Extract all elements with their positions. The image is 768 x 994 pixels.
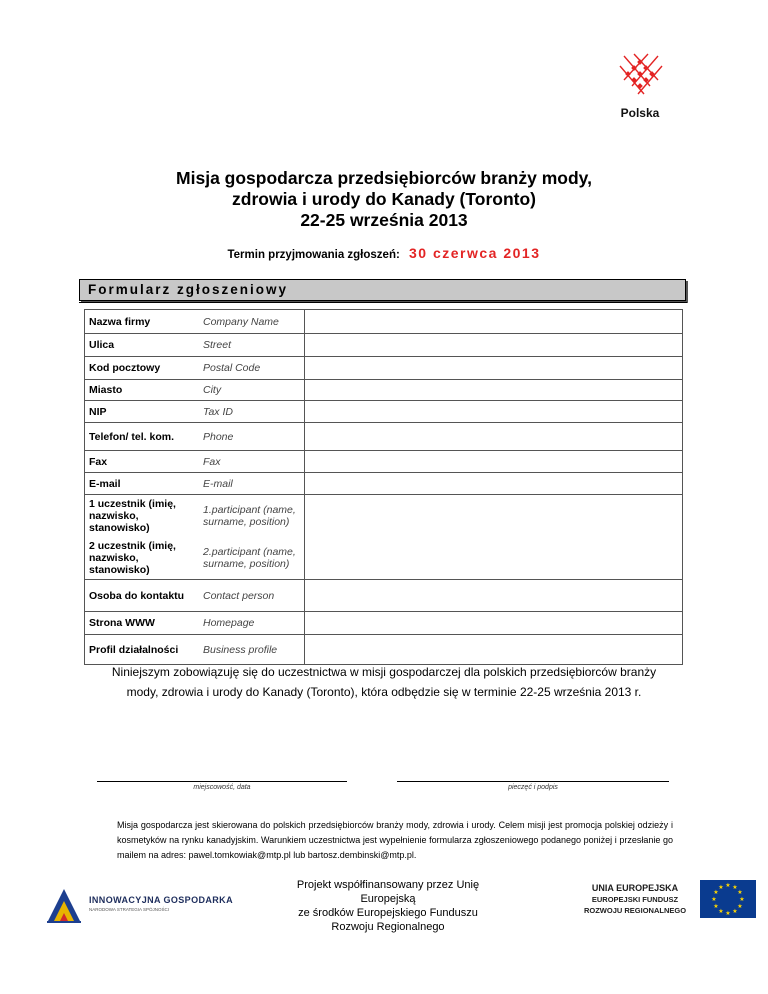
form-hint: Tax ID xyxy=(199,401,305,423)
svg-text:★: ★ xyxy=(732,908,738,915)
project-line-3: Rozwoju Regionalnego xyxy=(331,921,445,933)
phone-field[interactable] xyxy=(305,423,683,451)
ue-line-1: UNIA EUROPEJSKA xyxy=(591,883,679,893)
svg-text:★: ★ xyxy=(725,882,731,889)
ig-name: INNOWACYJNA GOSPODARKA xyxy=(89,895,233,905)
signature-line-place-date xyxy=(97,781,347,782)
form-label: Kod pocztowy xyxy=(85,357,200,380)
form-row-fax xyxy=(85,451,683,473)
place-date-caption: miejscowość, data xyxy=(193,784,251,791)
title-line-1: Misja gospodarcza przedsiębiorców branży mody, xyxy=(176,168,592,188)
deadline xyxy=(60,245,708,261)
polska-logo-text: Polska xyxy=(620,106,660,120)
form-row-street xyxy=(85,334,683,357)
form-label: Osoba do kontaktu xyxy=(85,580,200,612)
application-form-table xyxy=(84,309,683,665)
form-row-company xyxy=(85,310,683,334)
eu-fund-label xyxy=(578,883,692,916)
section-header xyxy=(79,279,686,301)
form-hint: City xyxy=(199,380,305,401)
innowacyjna-gospodarka-logo xyxy=(45,887,233,927)
homepage-field[interactable] xyxy=(305,612,683,635)
ig-subtitle: NARODOWA STRATEGIA SPÓJNOŚCI xyxy=(89,907,170,912)
eu-stars-icon xyxy=(700,880,756,918)
form-label: Ulica xyxy=(85,334,200,357)
stamp-signature-caption: pieczęć i podpis xyxy=(508,784,558,791)
form-row-homepage xyxy=(85,612,683,635)
project-line-2: ze środków Europejskiego Funduszu xyxy=(298,907,478,919)
signature-line-stamp xyxy=(397,781,669,782)
form-row-postal xyxy=(85,357,683,380)
form-row-email xyxy=(85,473,683,495)
form-hint: Street xyxy=(199,334,305,357)
form-row-city xyxy=(85,380,683,401)
contact-person-field[interactable] xyxy=(305,580,683,612)
form-label: E-mail xyxy=(85,473,200,495)
form-label: 2 uczestnik (imię, nazwisko, stanowisko) xyxy=(85,538,200,580)
company-name-field[interactable] xyxy=(305,310,683,334)
ig-emblem-icon xyxy=(45,887,83,925)
polska-logo-icon xyxy=(610,50,670,106)
form-hint: 1.participant (name, surname, position) xyxy=(199,495,305,538)
form-label: Strona WWW xyxy=(85,612,200,635)
svg-text:★: ★ xyxy=(711,896,717,903)
form-hint: Phone xyxy=(199,423,305,451)
svg-text:★: ★ xyxy=(718,884,724,891)
project-line-1: Projekt współfinansowany przez Unię Europejską xyxy=(296,879,480,905)
fax-field[interactable] xyxy=(305,451,683,473)
form-hint: Business profile xyxy=(199,635,305,665)
svg-text:★: ★ xyxy=(713,903,719,910)
form-label: Fax xyxy=(85,451,200,473)
form-row-nip xyxy=(85,401,683,423)
participant-2-field[interactable] xyxy=(305,538,683,580)
form-row-participant-2 xyxy=(85,538,683,580)
deadline-label: Termin przyjmowania zgłoszeń: xyxy=(227,249,400,261)
form-hint: Contact person xyxy=(199,580,305,612)
form-label: NIP xyxy=(85,401,200,423)
form-hint: Postal Code xyxy=(199,357,305,380)
form-hint: Fax xyxy=(199,451,305,473)
email-field[interactable] xyxy=(305,473,683,495)
form-label: 1 uczestnik (imię, nazwisko, stanowisko) xyxy=(85,495,200,538)
form-label: Nazwa firmy xyxy=(85,310,200,334)
polska-logo xyxy=(610,50,670,122)
business-profile-field[interactable] xyxy=(305,635,683,665)
postal-code-field[interactable] xyxy=(305,357,683,380)
street-field[interactable] xyxy=(305,334,683,357)
form-label: Telefon/ tel. kom. xyxy=(85,423,200,451)
form-hint: E-mail xyxy=(199,473,305,495)
svg-text:★: ★ xyxy=(725,910,731,917)
info-paragraph: Misja gospodarcza jest skierowana do polskich przedsiębiorców branży mody, zdrowia i urody. Celem misji jest promocja polskiej odzieży i kosmetyków na rynku kanadyjskim. Warunkiem uczestnictwa jest wypełnienie formularza zgłoszeniowego podanego poniżej i przesłanie go mailem na adres: pawel.tomkowiak@mtp.pl lub bartosz.dembinski@mtp.pl. xyxy=(117,820,673,860)
participant-1-field[interactable] xyxy=(305,495,683,538)
svg-text:★: ★ xyxy=(713,889,719,896)
form-hint: Company Name xyxy=(199,310,305,334)
svg-text:★: ★ xyxy=(739,896,745,903)
ue-line-2: EUROPEJSKI FUNDUSZ xyxy=(591,895,679,904)
eu-flag-icon xyxy=(700,880,756,918)
tax-id-field[interactable] xyxy=(305,401,683,423)
svg-text:★: ★ xyxy=(732,884,738,891)
form-row-profile xyxy=(85,635,683,665)
city-field[interactable] xyxy=(305,380,683,401)
ue-line-3: ROZWOJU REGIONALNEGO xyxy=(583,906,687,915)
section-divider xyxy=(79,302,687,303)
page-title xyxy=(60,168,708,231)
form-row-phone xyxy=(85,423,683,451)
project-cofinancing-note xyxy=(268,878,508,934)
title-line-2: zdrowia i urody do Kanady (Toronto) xyxy=(232,189,536,209)
declaration-text: Niniejszym zobowiązuję się do uczestnictwa w misji gospodarczej dla polskich przedsiębiorców branży mody, zdrowia i urody do Kanady (Toronto), która odbędzie się w terminie 22-25 września 2013 r. xyxy=(111,665,657,699)
form-hint: Homepage xyxy=(199,612,305,635)
title-line-3: 22-25 września 2013 xyxy=(300,210,468,230)
form-row-participant-1 xyxy=(85,495,683,538)
form-hint: 2.participant (name, surname, position) xyxy=(199,538,305,580)
svg-text:★: ★ xyxy=(718,908,724,915)
form-row-contact xyxy=(85,580,683,612)
form-label: Profil działalności xyxy=(85,635,200,665)
svg-text:★: ★ xyxy=(737,889,743,896)
form-label: Miasto xyxy=(85,380,200,401)
section-title: Formularz zgłoszeniowy xyxy=(88,282,289,297)
deadline-date: 30 czerwca 2013 xyxy=(409,245,541,261)
svg-text:★: ★ xyxy=(737,903,743,910)
